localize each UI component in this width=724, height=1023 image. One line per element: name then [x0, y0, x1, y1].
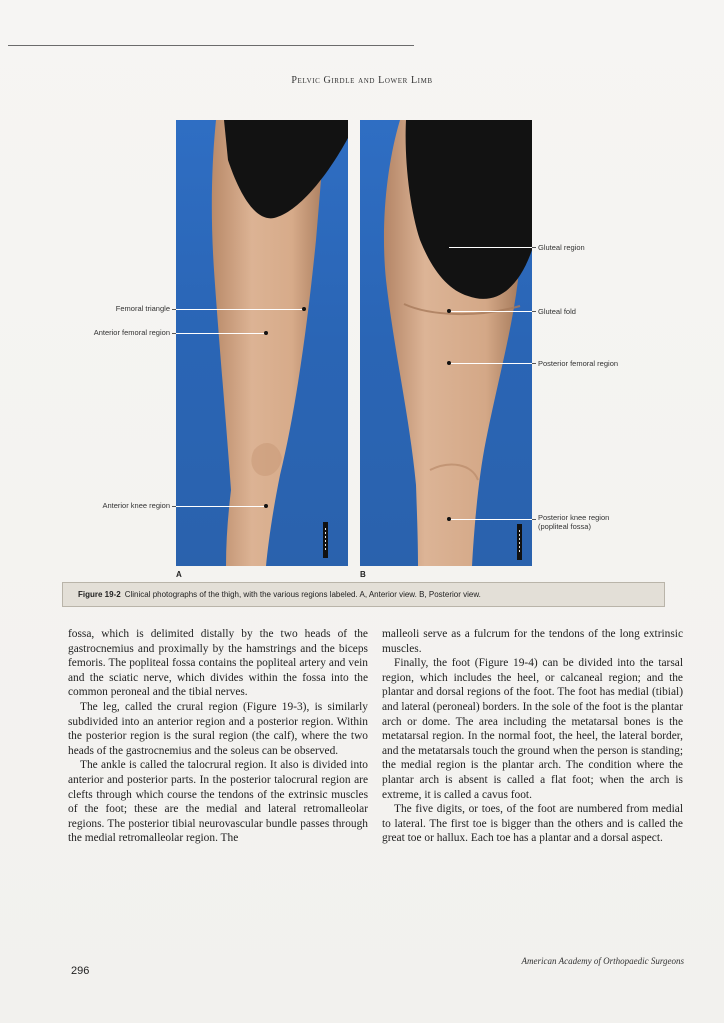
running-head: Pelvic Girdle and Lower Limb [291, 75, 433, 86]
leader-gluteal-fold-out [532, 311, 536, 312]
leader-posterior-femoral [451, 363, 532, 364]
leader-anterior-knee [176, 506, 266, 507]
marker-anterior-knee [264, 504, 268, 508]
label-gluteal-region: Gluteal region [538, 243, 585, 252]
photo-anterior-view [176, 120, 348, 566]
paragraph: fossa, which is delimited distally by the two heads of the gastrocnemius and proximally by the hamstrings and the biceps femoris. The popliteal fossa contains the popliteal artery and vein and the sciatic nerve, which divides within the fossa into the common peroneal and the tibial nerves. [68, 628, 368, 699]
panel-letter-a: A [176, 570, 182, 579]
label-gluteal-fold: Gluteal fold [538, 307, 576, 316]
leader-anterior-femoral [176, 333, 266, 334]
photo-posterior-view [360, 120, 532, 566]
paragraph: Finally, the foot (Figure 19-4) can be divided into the tarsal region, which includes the heel, or calcaneal region; and the plantar and dorsal regions of the foot. The foot has medial (tibial) and lateral (peroneal) borders. In the sole of the foot is the plantar arch or dome. The area including the metatarsal bones is the metatarsal region. In the normal foot, the heel, the lateral border, and the metatarsals touch the ground when the person is standing; the medial region is the plantar arch. The condition where the plantar arch is absent is called a flat foot; when the arch is extreme, it is called a cavus foot. [382, 657, 683, 801]
label-posterior-knee-region: Posterior knee region [538, 513, 610, 522]
leader-gluteal-region-out [532, 247, 536, 248]
page-number: 296 [71, 965, 90, 977]
label-anterior-knee-region: Anterior knee region [102, 501, 170, 510]
publisher-name: American Academy of Orthopaedic Surgeons [521, 956, 684, 966]
figure-caption-number: Figure 19-2 [78, 590, 121, 599]
marker-anterior-femoral [264, 331, 268, 335]
marker-femoral-triangle [302, 307, 306, 311]
body-column-right [382, 627, 683, 846]
paragraph: The ankle is called the talocrural region. It also is divided into anterior and posterior parts. In the posterior talocrural region are clefts through which course the tendons of the extrinsic muscles of the foot; these are the medial and lateral retromalleolar regions. The posterior tibial neurovascular bundle passes through the medial retromalleolar region. The [68, 759, 368, 845]
label-femoral-triangle: Femoral triangle [115, 304, 170, 313]
label-popliteal-fossa: (popliteal fossa) [538, 522, 591, 531]
top-rule [8, 45, 414, 46]
leader-femoral-triangle [176, 309, 304, 310]
scale-bar-b [517, 524, 522, 560]
paragraph: The leg, called the crural region (Figure 19-3), is similarly subdivided into an anterior region and a posterior region. Within the posterior region is the sural region (the calf), where the two heads of the gastrocnemius and the soleus can be observed. [68, 700, 368, 757]
paragraph: The five digits, or toes, of the foot are numbered from medial to lateral. The first toe is bigger than the others and is called the great toe or hallux. Each toe has a plantar and a dorsal aspect. [382, 803, 683, 845]
anterior-thigh-illustration [176, 120, 348, 566]
paragraph: malleoli serve as a fulcrum for the tendons of the long extrinsic muscles. [382, 628, 683, 655]
label-posterior-femoral-region: Posterior femoral region [538, 359, 619, 368]
scale-bar-a [323, 522, 328, 558]
panel-letter-b: B [360, 570, 366, 579]
leader-gluteal-fold [451, 311, 532, 312]
label-anterior-femoral-region: Anterior femoral region [93, 328, 170, 337]
body-column-left [68, 627, 368, 846]
figure-caption [62, 582, 665, 607]
leader-posterior-knee [451, 519, 532, 520]
posterior-thigh-illustration [360, 120, 532, 566]
leader-posterior-knee-out [532, 519, 536, 520]
figure-caption-text: Clinical photographs of the thigh, with the various regions labeled. A, Anterior view. B, Posterior view. [124, 590, 481, 599]
leader-gluteal-region [449, 247, 532, 248]
leader-posterior-femoral-out [532, 363, 536, 364]
